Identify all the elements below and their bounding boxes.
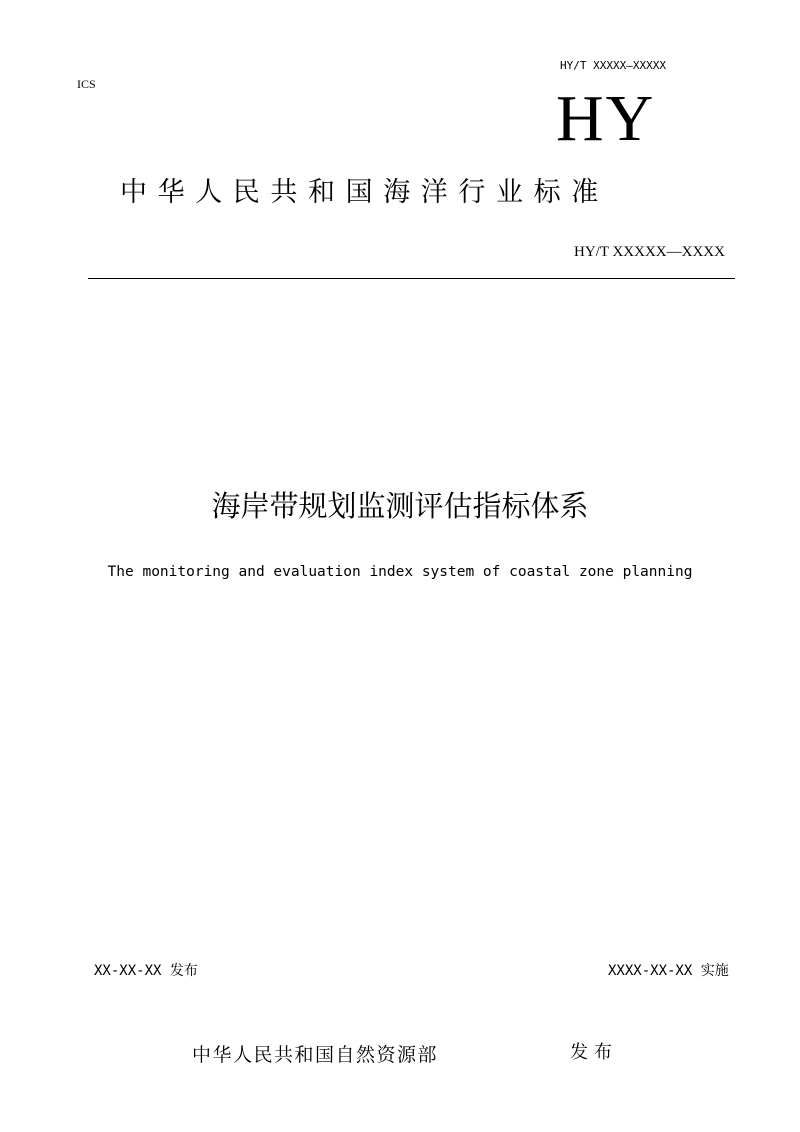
header-divider	[88, 278, 735, 279]
implement-date: XXXX-XX-XX 实施	[608, 963, 729, 979]
issue-action-label: 发布	[570, 1042, 618, 1063]
document-code-top: HY/T XXXXX—XXXXX	[560, 59, 666, 72]
document-title-chinese: 海岸带规划监测评估指标体系	[211, 489, 589, 523]
publish-date: XX-XX-XX 发布	[94, 963, 198, 979]
standard-number: HY/T XXXXX—XXXX	[574, 244, 725, 260]
ics-label: ICS	[77, 77, 96, 91]
standard-type-heading: 中华人民共和国海洋行业标准	[120, 177, 609, 208]
issuing-authority: 中华人民共和国自然资源部	[192, 1044, 439, 1066]
hy-logo: HY	[556, 82, 656, 155]
document-title-english: The monitoring and evaluation index system of coastal zone planning	[107, 564, 693, 580]
